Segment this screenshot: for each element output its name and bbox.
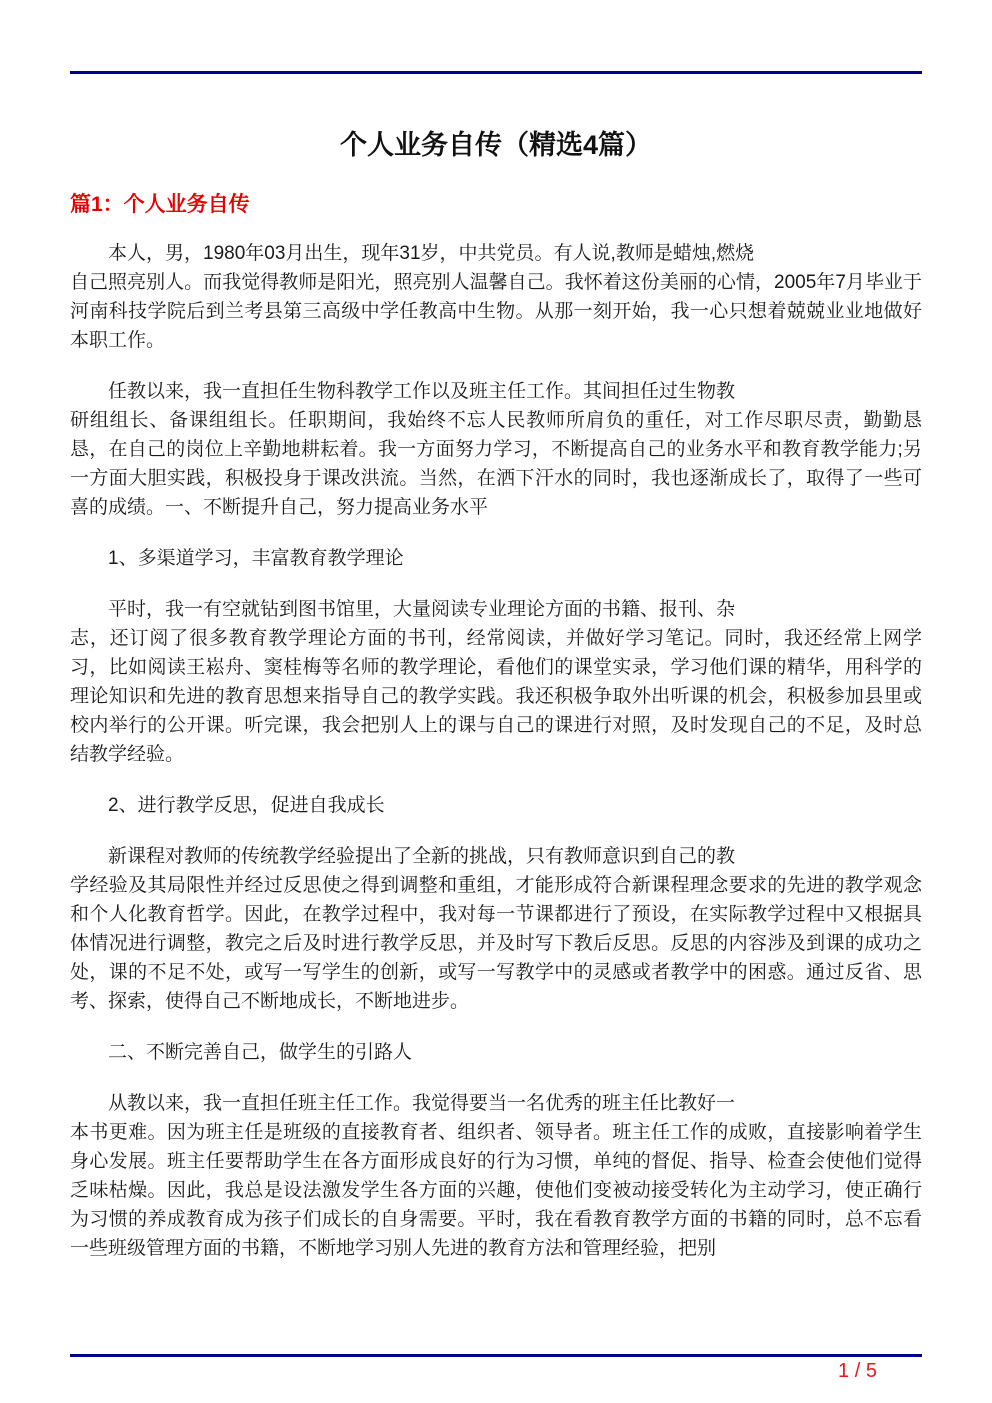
paragraph [70, 595, 922, 769]
subheading: 二、不断完善自己，做学生的引路人 [108, 1042, 413, 1063]
paragraph [70, 239, 922, 355]
paragraph-rest: 研组组长、备课组组长。任职期间，我始终不忘人民教师所肩负的重任，对工作尽职尽责，勤勤恳恳，在自己的岗位上辛勤地耕耘着。我一方面努力学习，不断提高自己的业务水平和教育教学能力;另一方面大胆实践，积极投身于课改洪流。当然，在洒下汗水的同时，我也逐渐成长了，取得了一些可喜的成绩。一、不断提升自己，努力提高业务水平 [70, 410, 922, 518]
subheading: 2、进行教学反思，促进自我成长 [108, 795, 385, 816]
paragraph-first-line: 新课程对教师的传统教学经验提出了全新的挑战，只有教师意识到自己的教 [108, 846, 736, 867]
paragraph-first-line: 平时，我一有空就钻到图书馆里，大量阅读专业理论方面的书籍、报刊、杂 [108, 599, 736, 620]
paragraph-rest: 自己照亮别人。而我觉得教师是阳光，照亮别人温馨自己。我怀着这份美丽的心情，2005年7月毕业于河南科技学院后到兰考县第三高级中学任教高中生物。从那一刻开始，我一心只想着兢兢业业地做好本职工作。 [70, 272, 922, 351]
paragraph-first-line: 任教以来，我一直担任生物科教学工作以及班主任工作。其间担任过生物教 [108, 381, 736, 402]
subheading: 1、多渠道学习，丰富教育教学理论 [108, 548, 404, 569]
paragraph [70, 1089, 922, 1263]
paragraph-rest: 志，还订阅了很多教育教学理论方面的书刊，经常阅读，并做好学习笔记。同时，我还经常上网学习，比如阅读王崧舟、窦桂梅等名师的教学理论，看他们的课堂实录，学习他们课的精华，用科学的理论知识和先进的教育思想来指导自己的教学实践。我还积极争取外出听课的机会，积极参加县里或校内举行的公开课。听完课，我会把别人上的课与自己的课进行对照，及时发现自己的不足，及时总结教学经验。 [70, 628, 922, 765]
paragraph-rest: 学经验及其局限性并经过反思使之得到调整和重组，才能形成符合新课程理念要求的先进的教学观念和个人化教育哲学。因此，在教学过程中，我对每一节课都进行了预设，在实际教学过程中又根据具体情况进行调整，教完之后及时进行教学反思，并及时写下教后反思。反思的内容涉及到课的成功之处，课的不足不处，或写一写学生的创新，或写一写教学中的灵感或者教学中的困惑。通过反省、思考、探索，使得自己不断地成长，不断地进步。 [70, 875, 922, 1012]
header-rule [70, 71, 922, 74]
section-1-heading: 篇1：个人业务自传 [70, 193, 250, 216]
paragraph-first-line: 本人，男，1980年03月出生，现年31岁，中共党员。有人说,教师是蜡烛,燃烧 [108, 243, 755, 264]
document-body [70, 239, 922, 1263]
document-title: 个人业务自传（精选4篇） [339, 130, 652, 160]
paragraph-first-line: 从教以来，我一直担任班主任工作。我觉得要当一名优秀的班主任比教好一 [108, 1093, 736, 1114]
page-number: 1 / 5 [838, 1360, 877, 1382]
paragraph-rest: 本书更难。因为班主任是班级的直接教育者、组织者、领导者。班主任工作的成败，直接影响着学生身心发展。班主任要帮助学生在各方面形成良好的行为习惯，单纯的督促、指导、检查会使他们觉得乏味枯燥。因此，我总是设法激发学生各方面的兴趣，使他们变被动接受转化为主动学习，使正确行为习惯的养成教育成为孩子们成长的自身需要。平时，我在看教育教学方面的书籍的同时，总不忘看一些班级管理方面的书籍，不断地学习别人先进的教育方法和管理经验，把别 [70, 1122, 922, 1259]
paragraph [70, 377, 922, 522]
footer-rule [70, 1354, 922, 1357]
paragraph [70, 842, 922, 1016]
